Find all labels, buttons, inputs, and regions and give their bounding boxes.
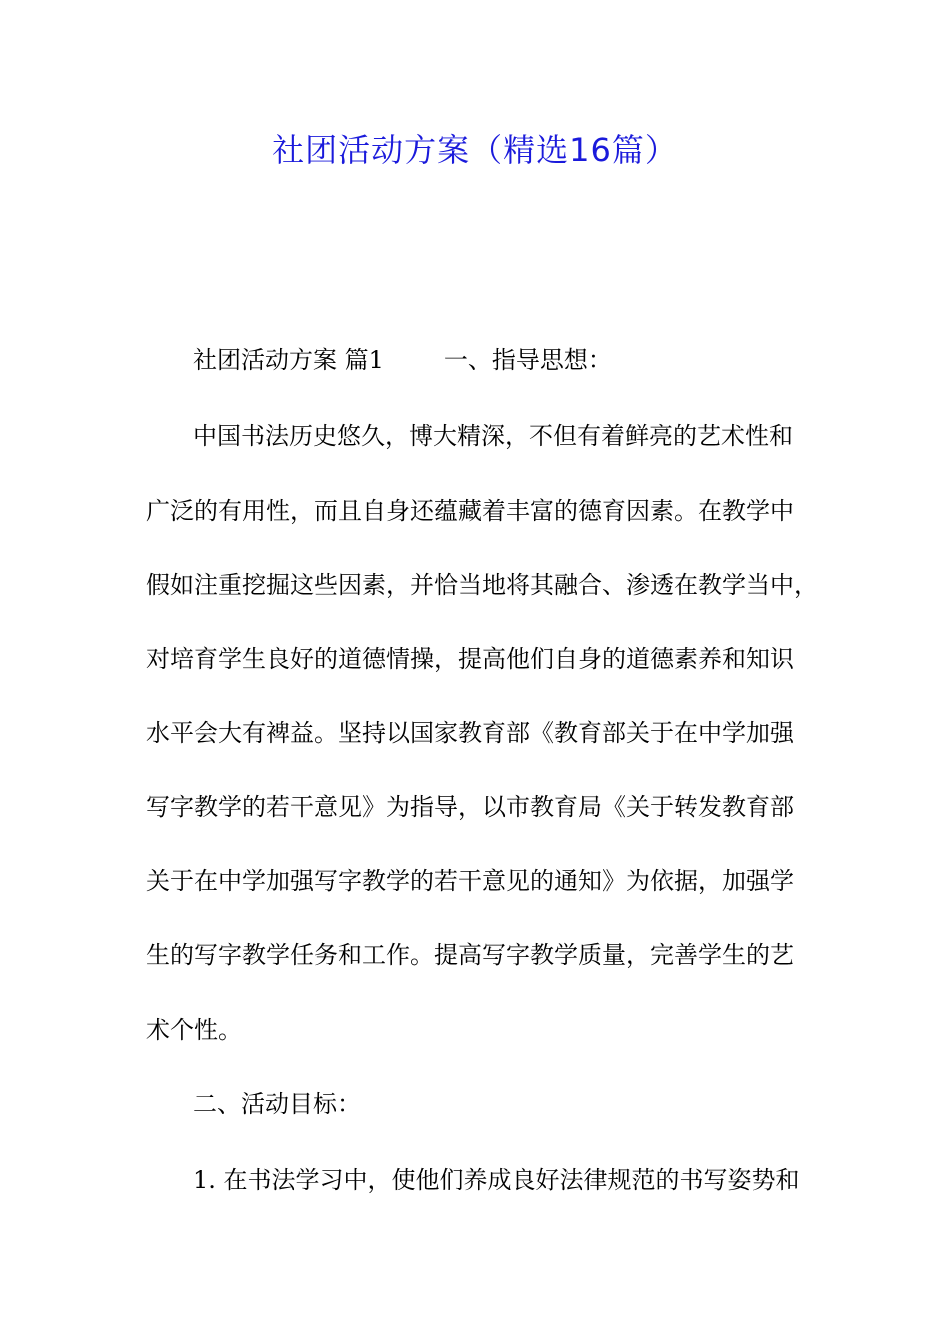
document-title: 社团活动方案（精选16篇） [272, 131, 678, 169]
paragraph-line: 假如注重挖掘这些因素，并恰当地将其融合、渗透在教学当中， [146, 571, 818, 599]
heading-line [193, 343, 873, 377]
paragraph-line: 术个性。 [146, 1016, 242, 1044]
paragraph-line: 生的写字教学任务和工作。提高写字教学质量，完善学生的艺 [146, 941, 794, 969]
paragraph-line: 中国书法历史悠久，博大精深，不但有着鲜亮的艺术性和 [193, 422, 793, 450]
paragraph-line: 关于在中学加强写字教学的若干意见的通知》为依据，加强学 [146, 867, 794, 895]
list-item: 1. 在书法学习中，使他们养成良好法律规范的书写姿势和 [193, 1166, 800, 1194]
section-2-heading: 二、活动目标： [193, 1090, 361, 1118]
subsection-heading: 一、指导思想： [443, 346, 612, 374]
paragraph-line: 对培育学生良好的道德情操，提高他们自身的道德素养和知识 [146, 645, 794, 673]
paragraph-line: 写字教学的若干意见》为指导，以市教育局《关于转发教育部 [146, 793, 794, 821]
section-heading: 社团活动方案 篇1 [193, 346, 384, 374]
paragraph-line: 广泛的有用性，而且自身还蕴藏着丰富的德育因素。在教学中 [146, 497, 794, 525]
paragraph-line: 水平会大有裨益。坚持以国家教育部《教育部关于在中学加强 [146, 719, 794, 747]
